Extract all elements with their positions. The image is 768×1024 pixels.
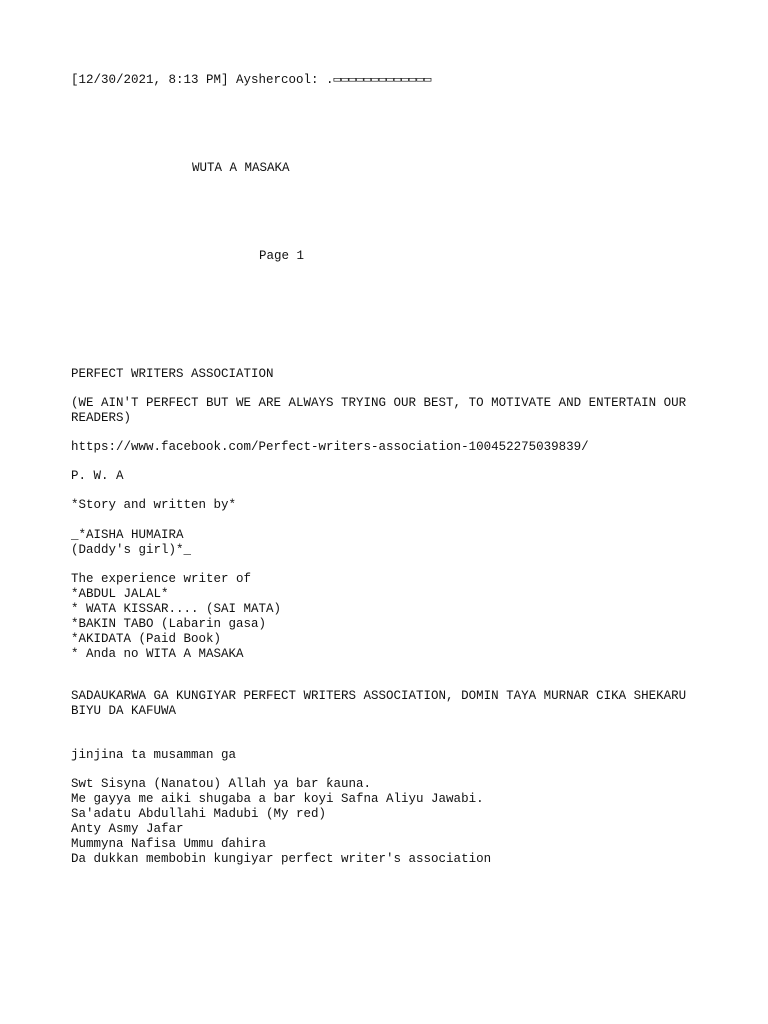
works-item: *AKIDATA (Paid Book) (71, 632, 222, 646)
page-label: Page 1 (259, 249, 305, 263)
association-motto-text: (WE AIN'T PERFECT BUT WE ARE ALWAYS TRYING OUR BEST, TO MOTIVATE AND ENTERTAIN OUR READERS) (71, 396, 687, 425)
association-name: PERFECT WRITERS ASSOCIATION (71, 367, 274, 381)
thanks-item: Da dukkan membobin kungiyar perfect writer's association (71, 852, 492, 866)
document-title: WUTA A MASAKA (192, 161, 290, 175)
message-timestamp-line: [12/30/2021, 8:13 PM] Ayshercool: .▭▭▭▭▭▭▭▭▭▭▭▭▭ (71, 73, 432, 87)
thanks-item: Me gayya me aiki shugaba a bar koyi Safna Aliyu Jawabi. (71, 792, 484, 806)
dedication (71, 689, 711, 719)
thanks-item: Sa'adatu Abdullahi Madubi (My red) (71, 807, 327, 821)
works-item: *ABDUL JALAL* (71, 587, 169, 601)
works-item: * Anda no WITA A MASAKA (71, 647, 244, 661)
association-link[interactable]: https://www.facebook.com/Perfect-writers-association-100452275039839/ (71, 440, 589, 454)
thanks-item: Swt Sisyna (Nanatou) Allah ya bar ƙauna. (71, 777, 372, 791)
association-motto (71, 396, 711, 426)
author-name: _*AISHA HUMAIRA (71, 528, 184, 542)
dedication-text: SADAUKARWA GA KUNGIYAR PERFECT WRITERS ASSOCIATION, DOMIN TAYA MURNAR CIKA SHEKARU BIYU DA KAFUWA (71, 689, 687, 718)
works-intro: The experience writer of (71, 572, 252, 586)
thanks-item: Mummyna Nafisa Ummu ɗahira (71, 837, 267, 851)
thanks-intro: jinjina ta musamman ga (71, 748, 237, 762)
works-item: * WATA KISSAR.... (SAI MATA) (71, 602, 282, 616)
author-nickname: (Daddy's girl)*_ (71, 543, 192, 557)
thanks-item: Anty Asmy Jafar (71, 822, 184, 836)
story-credit-label: *Story and written by* (71, 498, 237, 512)
works-item: *BAKIN TABO (Labarin gasa) (71, 617, 267, 631)
works-list (71, 572, 711, 662)
thanks-list (71, 777, 711, 867)
author-block (71, 528, 711, 558)
association-abbreviation: P. W. A (71, 469, 124, 483)
